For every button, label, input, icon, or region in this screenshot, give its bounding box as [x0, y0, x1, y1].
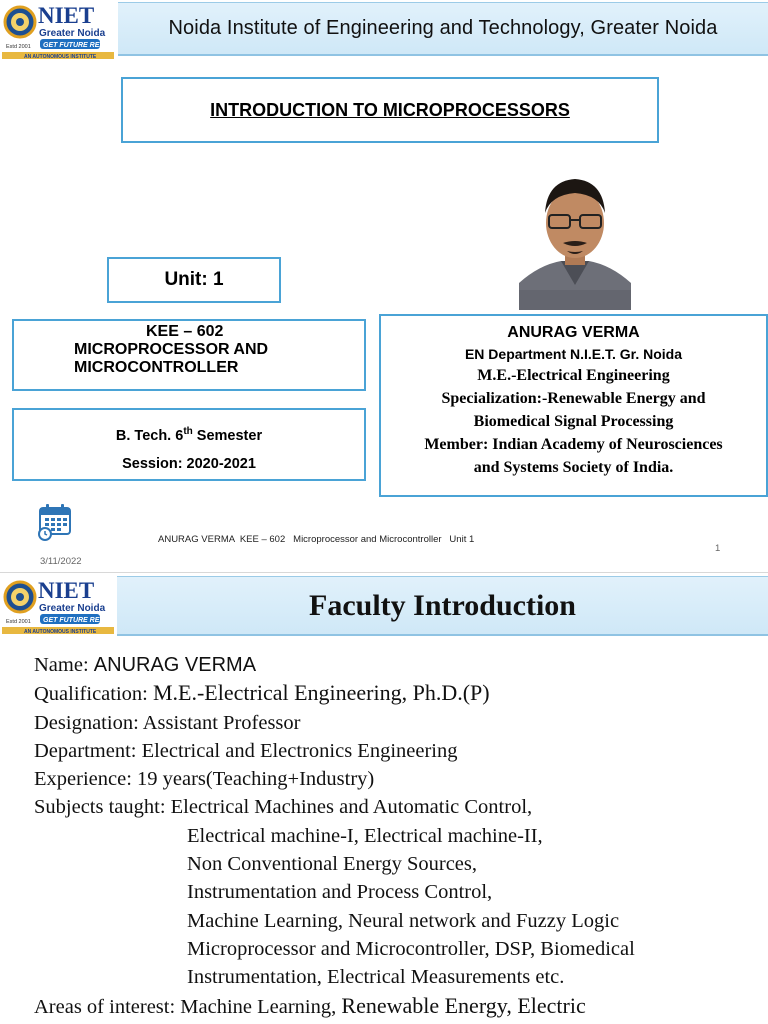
- faculty-details: [34, 651, 754, 1021]
- detail-experience: Experience: 19 years(Teaching+Industry): [34, 768, 375, 791]
- institute-name: Noida Institute of Engineering and Technology, Greater Noida: [168, 17, 718, 39]
- niet-logo: [2, 1, 114, 59]
- detail-subjects: Subjects taught: Electrical Machines and Automatic Control,: [34, 796, 533, 819]
- detail-name: Name: ANURAG VERMA: [34, 654, 257, 676]
- logo-established: Estd 2001: [6, 44, 31, 50]
- detail-subject-item: Electrical machine-I, Electrical machine-II,: [187, 824, 543, 847]
- detail-qualification: Qualification: M.E.-Electrical Engineering, Ph.D.(P): [34, 680, 490, 706]
- unit-box: [107, 257, 281, 303]
- faculty-intro-slide: [0, 572, 768, 1024]
- semester-box: [12, 408, 366, 481]
- faculty-line: M.E.-Electrical Engineering: [477, 367, 670, 384]
- detail-subject-item: Instrumentation and Process Control,: [187, 881, 493, 904]
- faculty-info-box: [379, 314, 768, 497]
- course-title: INTRODUCTION TO MICROPROCESSORS: [210, 99, 570, 120]
- detail-subject-item: Instrumentation, Electrical Measurements etc.: [187, 966, 565, 989]
- slide-date: 3/11/2022: [40, 556, 82, 567]
- faculty-name: ANURAG VERMA: [507, 324, 640, 341]
- faculty-line: and Systems Society of India.: [473, 459, 674, 476]
- faculty-photo: [519, 165, 631, 310]
- logo-subtitle: Greater Noida: [39, 28, 106, 39]
- niet-logo: [2, 576, 114, 634]
- course-title-box: [121, 77, 659, 143]
- logo-note: AN AUTONOMOUS INSTITUTE: [24, 54, 97, 59]
- logo-tagline: GET FUTURE READY: [43, 42, 114, 49]
- detail-department: Department: Electrical and Electronics Engineering: [34, 739, 458, 762]
- subject-code: KEE – 602: [146, 323, 224, 340]
- calendar-icon: [36, 502, 74, 542]
- faculty-line: Specialization:-Renewable Energy and: [441, 390, 706, 407]
- detail-subject-item: Microprocessor and Microcontroller, DSP, Biomedical: [187, 937, 635, 960]
- unit-label: Unit: 1: [164, 269, 224, 290]
- niet-logo-graphic: [2, 576, 114, 634]
- detail-interests: Areas of interest: Machine Learning, Renewable Energy, Electric: [34, 992, 586, 1018]
- slide-title-bar: [117, 576, 768, 636]
- logo-name: NIET: [38, 578, 95, 603]
- faculty-department: EN Department N.I.E.T. Gr. Noida: [464, 346, 683, 362]
- slide-number: 1: [715, 543, 721, 554]
- faculty-line: Member: Indian Academy of Neurosciences: [424, 436, 723, 453]
- detail-subject-item: Machine Learning, Neural network and Fuzzy Logic: [187, 909, 620, 932]
- subject-box: [12, 319, 366, 391]
- faculty-line: Biomedical Signal Processing: [473, 413, 674, 430]
- niet-logo-graphic: [2, 1, 114, 59]
- logo-note: AN AUTONOMOUS INSTITUTE: [24, 629, 97, 634]
- logo-subtitle: Greater Noida: [39, 603, 106, 614]
- slide-title: Faculty Introduction: [309, 588, 576, 622]
- detail-designation: Designation: Assistant Professor: [34, 711, 301, 734]
- logo-name: NIET: [38, 3, 95, 28]
- detail-subject-item: Non Conventional Energy Sources,: [187, 853, 477, 876]
- institute-header-bar: [118, 2, 768, 56]
- logo-established: Estd 2001: [6, 619, 31, 625]
- subject-name-line2: MICROCONTROLLER: [74, 359, 239, 376]
- slide-footer: ANURAG VERMA KEE – 602 Microprocessor and Microcontroller Unit 1: [158, 534, 475, 545]
- program-semester: B. Tech. 6th Semester: [115, 426, 263, 444]
- subject-name-line1: MICROPROCESSOR AND: [74, 341, 269, 358]
- logo-tagline: GET FUTURE READY: [43, 617, 114, 624]
- session-label: Session: 2020-2021: [122, 455, 256, 472]
